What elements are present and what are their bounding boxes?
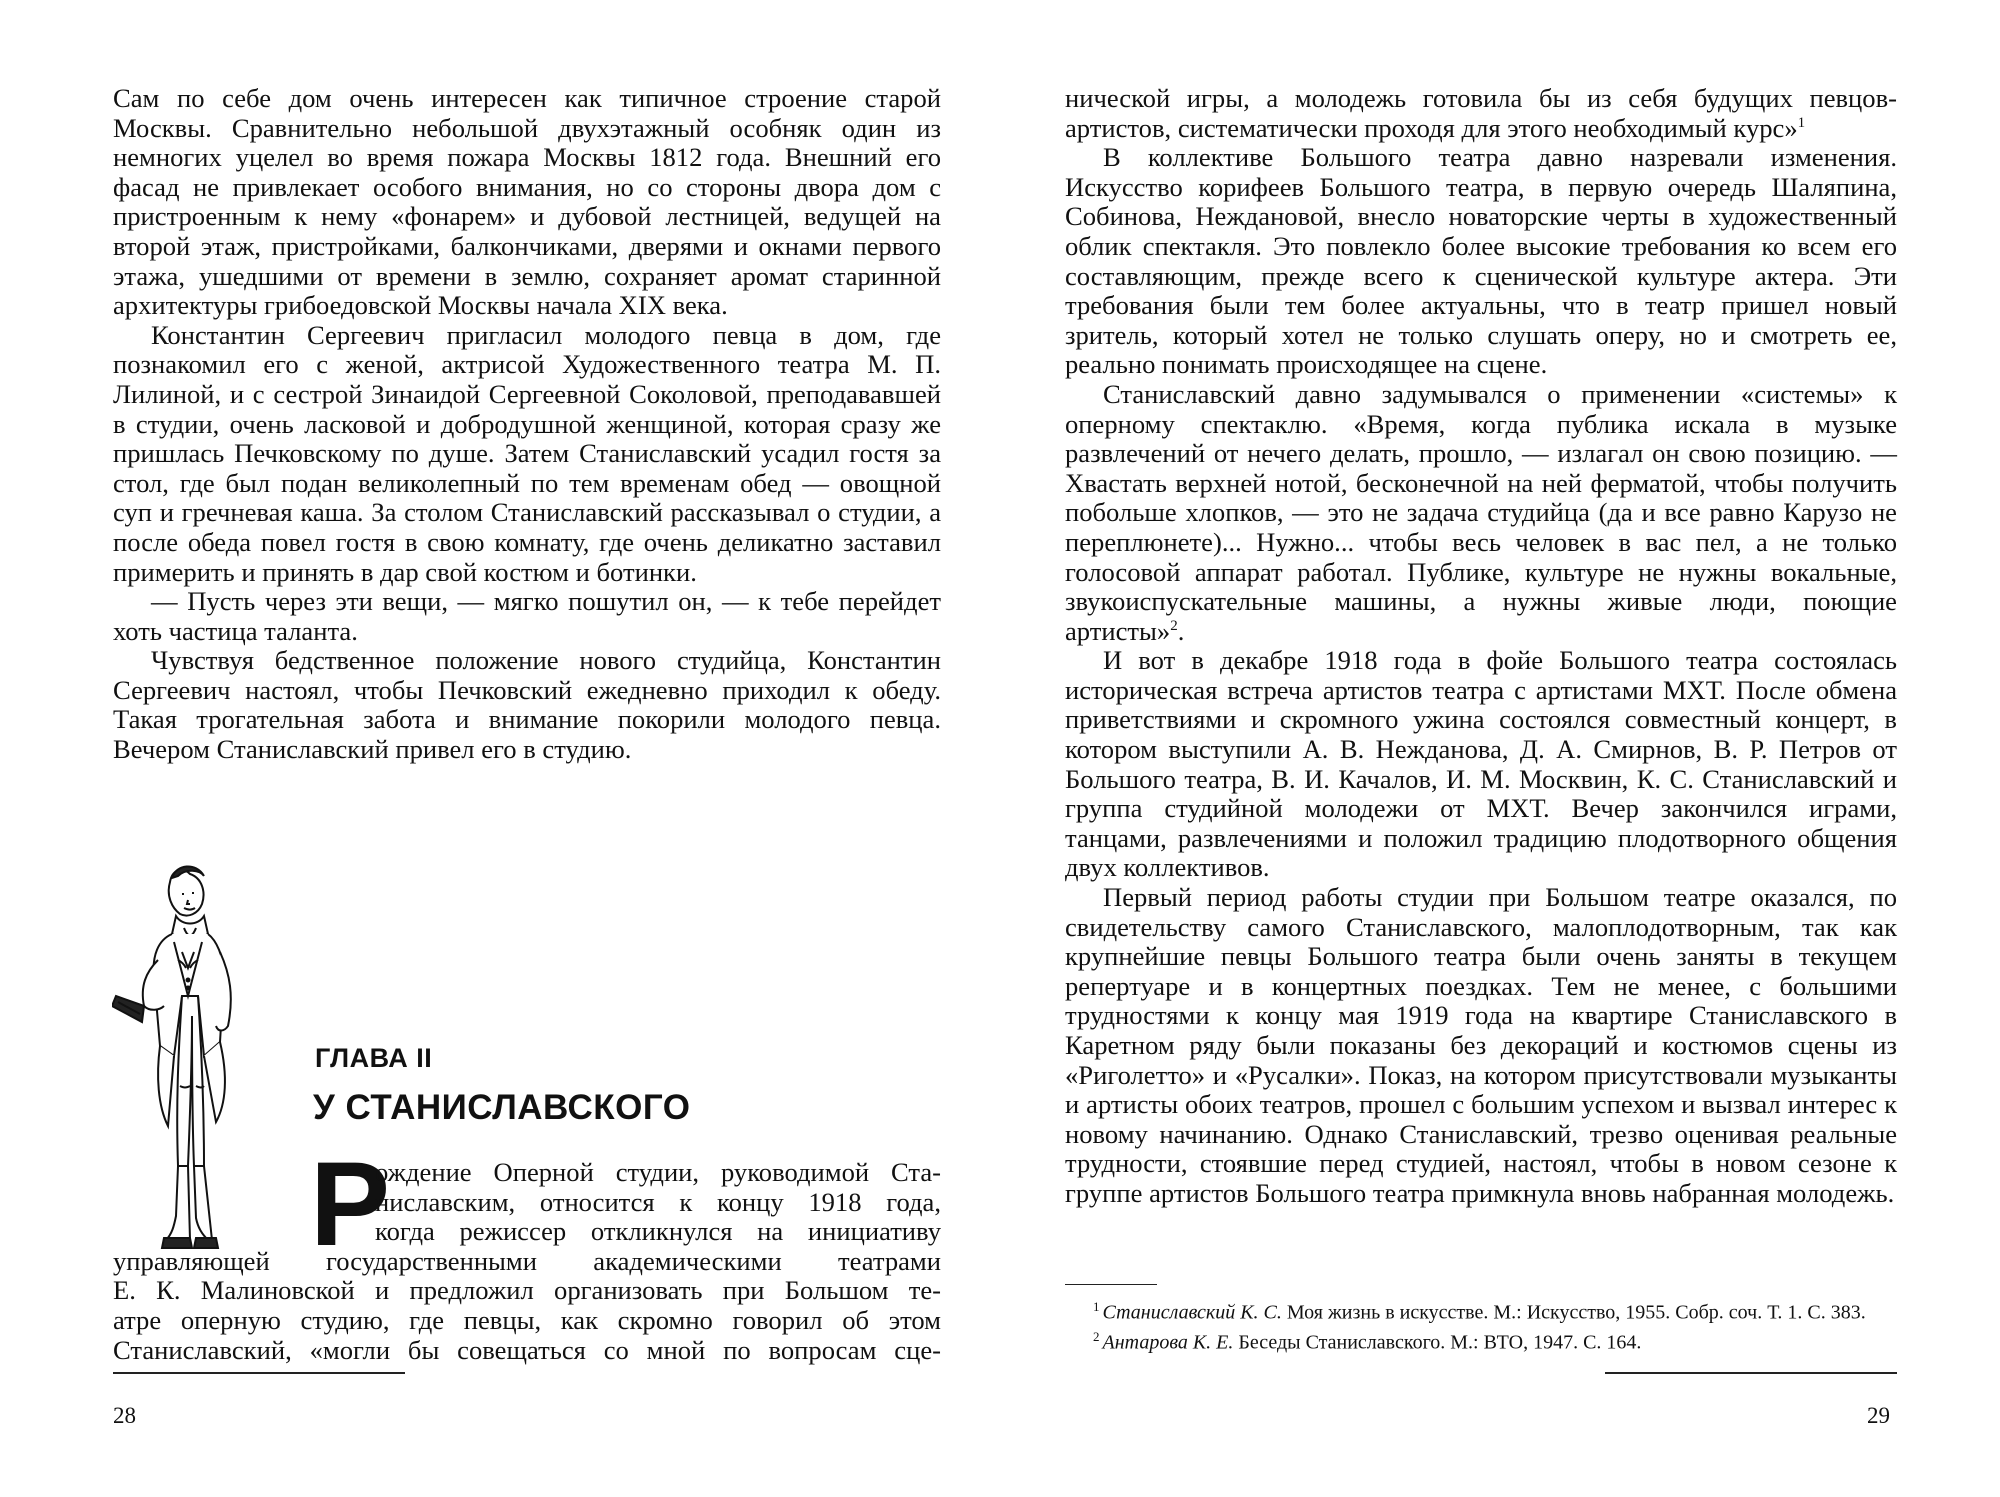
footnote-rule	[1065, 1284, 1157, 1285]
paragraph: — Пусть через эти вещи, — мягко пошутил он, — к тебе перейдет хоть частица таланта.	[113, 586, 941, 646]
page-number: 28	[113, 1403, 136, 1428]
footnote: $^1$ Станиславский К. С. Моя жизнь в искусстве. М.: Искусство, 1955. Собр. соч. Т. 1. С. 383.	[1093, 1299, 1866, 1324]
chapter-title: У СТАНИСЛАВСКОГО	[313, 1088, 691, 1127]
paragraph: Сам по себе дом очень интересен как типичное строение старой Москвы. Сравнительно небольшой двухэтажный особняк один из немногих уцелел во время пожара Москвы 1812 года. Внешний его фасад не привлекает особого внимания, но со стороны двора дом с пристроенным к нему «фонарем» и дубовой лестницей, ведущей на второй этаж, пристройками, балкончиками, дверями и окнами первого этажа, ушедшими от времени в землю, сохраняет аромат старинной архитектуры грибоедовской Москвы начала XIX века.	[113, 83, 941, 321]
page-number: 29	[1867, 1403, 1890, 1428]
footnote-ref: 2	[1170, 617, 1178, 634]
chapter-line: Станиславский, «могли бы совещаться со мной по вопросам сце-	[113, 1334, 941, 1365]
left-page-text	[113, 84, 941, 765]
footnote-ref: 1	[1797, 114, 1806, 131]
chapter-line: когда режиссер откликнулся на инициативу	[375, 1216, 941, 1247]
bottom-rule	[1605, 1372, 1897, 1374]
drop-cap: Р	[310, 1137, 391, 1271]
paragraph: Станиславский давно задумывался о применении «системы» к оперному спектаклю. «Время, когда публика искала в музыке развлечений от нечего делать, прошло, — излагал он свою позицию. — Хвастать верхней нотой, бесконечной на ней ферматой, чтобы получить побольше хлопков, — это не задача студийца (да и все равно Карузо не переплюнете)... Нужно... чтобы весь человек в вас пел, а не только голосовой аппарат работал. Публике, культуре не нужны вокальные, звукоиспускательные машины, а нужны живые люди, поющие артисты»$^2$.	[1065, 378, 1897, 646]
right-page-text	[1065, 84, 1897, 1209]
chapter-label: ГЛАВА II	[315, 1043, 433, 1073]
paragraph: Первый период работы студии при Большом театре оказался, по свидетельству самого Станиславского, малоплодотворным, так как крупнейшие певцы Большого театра были очень заняты в текущем репертуаре и в концертных поездках. Тем не менее, с большими трудностями к концу мая 1919 года на квартире Станиславского в Каретном ряду были показаны без декораций и костюмов сцены из «Риголетто» и «Русалки». Показ, на котором присутствовали музыканты и артисты обоих театров, прошел с большим успехом и вызвал интерес к новому начинанию. Однако Станиславский, трезво оценивая реальные трудности, стоявшие перед студией, настоял, чтобы в новом сезоне к группе артистов Большого театра примкнула вновь набранная молодежь.	[1065, 882, 1897, 1208]
paragraph: Чувствуя бедственное положение нового студийца, Константин Сергеевич настоял, чтобы Печковский ежедневно приходил к обеду. Такая трогательная забота и внимание покорили молодого певца. Вечером Станиславский привел его в студию.	[113, 645, 941, 765]
chapter-line: ождение Оперной студии, руководимой Ста-	[375, 1157, 941, 1187]
paragraph: И вот в декабре 1918 года в фойе Большого театра состоялась историческая встреча артистов театра с артистами МХТ. После обмена приветствиями и скромного ужина состоялся совместный концерт, в котором выступили А. В. Нежданова, Д. А. Смирнов, В. Р. Петров от Большого театра, В. И. Качалов, И. М. Москвин, К. С. Станиславский и группа студийной молодежи от МХТ. Вечер закончился играми, танцами, развлечениями и положил традицию плодотворного общения двух коллективов.	[1065, 645, 1897, 883]
paragraph: Константин Сергеевич пригласил молодого певца в дом, где познакомил его с женой, актрисой Художественного театра М. П. Лилиной, и с сестрой Зинаидой Сергеевной Соколовой, преподававшей в студии, очень ласковой и добродушной женщиной, которая сразу же пришлась Печковскому по душе. Затем Станиславский усадил гостя за стол, где был подан великолепный по тем временам обед — овощной суп и гречневая каша. За столом Станиславский рассказывал о студии, а после обеда повел гостя в свою комнату, где очень деликатно заставил примерить и принять в дар свой костюм и ботинки.	[113, 319, 941, 587]
footnote: $^2$ Антарова К. Е. Беседы Станиславского. М.: ВТО, 1947. С. 164.	[1093, 1329, 1642, 1354]
paragraph: В коллективе Большого театра давно назревали изменения. Искусство корифеев Большого театра, в первую очередь Шаляпина, Собинова, Неждановой, внесло новаторские черты в художественный облик спектакля. Это повлекло более высокие требования ко всем его составляющим, прежде всего к сценической культуре актера. Эти требования были тем более актуальны, что в театр пришел новый зритель, который хотел не только слушать оперу, но и смотреть ее, реально понимать происходящее на сцене.	[1065, 142, 1897, 380]
chapter-line: управляющей государственными академическими театрами	[113, 1245, 941, 1276]
chapter-line: атре оперную студию, где певцы, как скромно говорил об этом	[113, 1304, 941, 1335]
chapter-line: ниславским, относится к концу 1918 года,	[375, 1186, 941, 1217]
right-page	[1000, 0, 2000, 1497]
bottom-rule	[113, 1372, 405, 1374]
chapter-line: Е. К. Малиновской и предложил организовать при Большом те-	[113, 1275, 941, 1306]
paragraph: нической игры, а молодежь готовила бы из себя будущих певцов-артистов, систематически проходя для этого необходимый курс»$^1$	[1065, 83, 1897, 143]
footnotes	[1065, 1295, 1897, 1355]
chapter-opening-text	[113, 1137, 941, 1365]
